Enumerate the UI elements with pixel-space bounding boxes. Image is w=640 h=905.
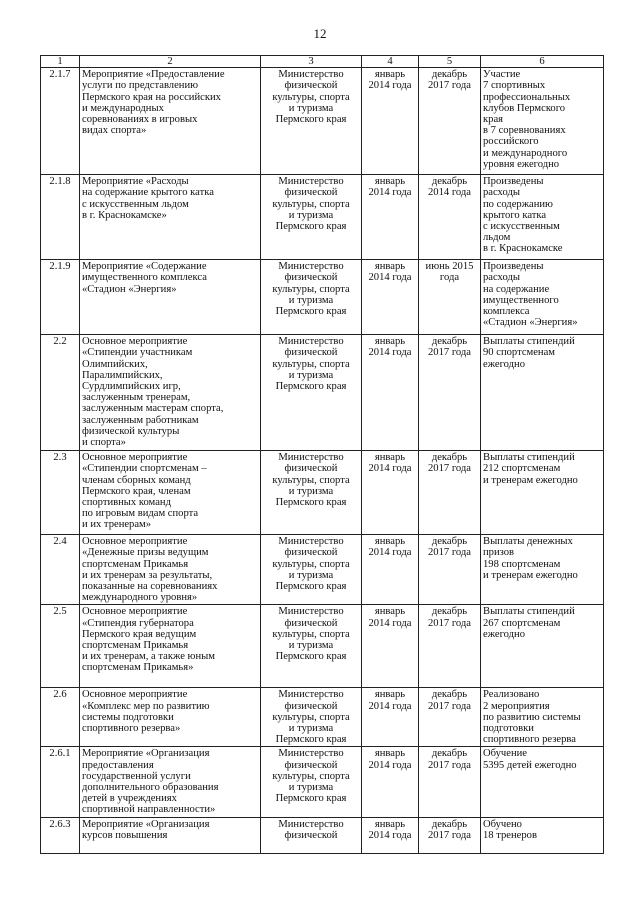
cell-line: государственной услуги [82, 770, 191, 782]
page-number: 12 [313, 26, 327, 41]
cell-line: Олимпийских, [82, 358, 148, 370]
start-date-cell [362, 747, 419, 817]
table-row [41, 175, 604, 260]
column-number: 2 [80, 56, 261, 68]
result-cell [481, 747, 604, 817]
executor-cell [261, 817, 362, 853]
cell-line: призов [483, 547, 515, 559]
column-number: 6 [481, 56, 604, 68]
end-date-cell [419, 451, 481, 535]
cell-line: профессиональных [483, 91, 571, 103]
cell-line: 2017 года [427, 80, 471, 92]
table-row [41, 535, 604, 605]
activity-name-cell [80, 260, 261, 335]
cell-line: детей в учреждениях [82, 793, 177, 805]
cell-line: декабрь [431, 606, 468, 618]
cell-line: декабрь [431, 748, 468, 760]
cell-line: 2017 года [427, 547, 471, 559]
cell-line: уровня ежегодно [483, 158, 560, 170]
cell-line: январь [374, 261, 406, 273]
cell-line: в 7 соревнованиях [483, 125, 566, 137]
cell-line: культуры, спорта [272, 558, 350, 570]
cell-line: 2014 года [368, 617, 412, 629]
cell-line: январь [374, 606, 406, 618]
cell-line: дополнительного образования [82, 782, 219, 794]
cell-line: Основное мероприятие [82, 689, 188, 701]
result-cell [481, 535, 604, 605]
cell-line: и международного [483, 147, 568, 159]
cell-line: клубов Пермского [483, 102, 566, 114]
activity-name-cell [80, 535, 261, 605]
result-cell [481, 451, 604, 535]
cell-line: спортсменам Прикамья» [82, 662, 194, 674]
cell-line: культуры, спорта [272, 198, 350, 210]
cell-line: физической [284, 272, 338, 284]
column-number: 3 [261, 56, 362, 68]
cell-line: «Комплекс мер по развитию [82, 700, 210, 712]
start-date-cell [362, 605, 419, 688]
cell-line: видах спорта» [82, 125, 147, 137]
column-number: 1 [41, 56, 80, 68]
cell-line: и туризма [288, 369, 334, 381]
cell-line: и международных [82, 102, 164, 114]
cell-line: 2017 года [427, 829, 471, 841]
result-cell [481, 605, 604, 688]
cell-line: и их тренерам за результаты, [82, 569, 213, 581]
cell-line: и туризма [288, 569, 334, 581]
column-number: 4 [362, 56, 419, 68]
cell-line: физической [284, 80, 338, 92]
row-number-cell: 2.1.8 [41, 175, 80, 260]
cell-line: Мероприятие «Организация [82, 818, 210, 830]
cell-line: Пермского края [275, 221, 347, 233]
cell-line: «Стипендии спортсменам – [82, 463, 207, 475]
end-date-cell [419, 535, 481, 605]
cell-line: 2014 года [368, 547, 412, 559]
table-row [41, 688, 604, 747]
cell-line: 2014 года [368, 187, 412, 199]
row-number-cell: 2.1.9 [41, 260, 80, 335]
cell-line: по содержанию [483, 198, 553, 210]
cell-line: 2014 года [368, 759, 412, 771]
cell-line: Произведены [483, 261, 544, 273]
row-number-cell: 2.6.1 [41, 747, 80, 817]
activity-name-cell [80, 335, 261, 451]
cell-line: Министерство [278, 69, 344, 81]
start-date-cell [362, 175, 419, 260]
end-date-cell [419, 68, 481, 175]
cell-line: и туризма [288, 102, 334, 114]
cell-line: крытого катка [483, 209, 547, 221]
cell-line: физической [284, 347, 338, 359]
cell-line: спортсменам Прикамья [82, 558, 189, 570]
cell-line: январь [374, 689, 406, 701]
cell-line: международного уровня» [82, 592, 198, 604]
cell-line: комплекса [483, 306, 530, 318]
start-date-cell [362, 817, 419, 853]
result-cell [481, 68, 604, 175]
cell-line: и их тренерам» [82, 519, 152, 531]
result-cell [481, 335, 604, 451]
cell-line: Пермского края [275, 114, 347, 126]
cell-line: Пермского края [275, 497, 347, 509]
cell-line: физической [284, 547, 338, 559]
cell-line: 198 спортсменам [483, 558, 561, 570]
end-date-cell [419, 688, 481, 747]
cell-line: Мероприятие «Организация [82, 748, 210, 760]
result-cell [481, 260, 604, 335]
cell-line: Министерство [278, 261, 344, 273]
cell-line: 2014 года [368, 463, 412, 475]
cell-line: Участие [483, 69, 521, 81]
table-row [41, 335, 604, 451]
cell-line: Министерство [278, 176, 344, 188]
cell-line: Сурдлимпийских игр, [82, 381, 181, 393]
cell-line: 2014 года [368, 700, 412, 712]
cell-line: физической [284, 617, 338, 629]
cell-line: 2014 года [368, 347, 412, 359]
start-date-cell [362, 260, 419, 335]
executor-cell [261, 535, 362, 605]
cell-line: заслуженным работникам [82, 414, 199, 426]
cell-line: декабрь [431, 176, 468, 188]
start-date-cell [362, 688, 419, 747]
cell-line: физической культуры [82, 425, 180, 437]
row-number-cell: 2.1.7 [41, 68, 80, 175]
cell-line: в г. Краснокамске [483, 243, 563, 255]
cell-line: 18 тренеров [483, 829, 537, 841]
cell-line: январь [374, 748, 406, 760]
table-body [41, 56, 604, 854]
cell-line: Министерство [278, 689, 344, 701]
cell-line: и тренерам ежегодно [483, 569, 578, 581]
table-row [41, 68, 604, 175]
cell-line: 2014 года [368, 80, 412, 92]
executor-cell [261, 260, 362, 335]
cell-line: 2017 года [427, 347, 471, 359]
cell-line: Пермского края [275, 793, 347, 805]
cell-line: Пермского края, членам [82, 485, 191, 497]
cell-line: декабрь [431, 536, 468, 548]
row-number-cell: 2.2 [41, 335, 80, 451]
program-activities-table [40, 55, 604, 854]
row-number-cell: 2.6 [41, 688, 80, 747]
cell-line: 212 спортсменам [483, 463, 561, 475]
cell-line: спортивных команд [82, 497, 171, 509]
cell-line: и туризма [288, 782, 334, 794]
cell-line: январь [374, 818, 406, 830]
result-cell [481, 175, 604, 260]
activity-name-cell [80, 688, 261, 747]
cell-line: Основное мероприятие [82, 452, 188, 464]
cell-line: январь [374, 69, 406, 81]
cell-line: расходы [483, 187, 520, 199]
cell-line: Пермского края [275, 381, 347, 393]
cell-line: 2017 года [427, 759, 471, 771]
cell-line: Обучение [483, 748, 528, 760]
cell-line: спортивной направленности» [82, 804, 216, 816]
cell-line: физической [284, 700, 338, 712]
cell-line: имущественного комплекса [82, 272, 207, 284]
cell-line: «Стипендия губернатора [82, 617, 194, 629]
cell-line: Реализовано [483, 689, 540, 701]
cell-line: декабрь [431, 336, 468, 348]
activity-name-cell [80, 175, 261, 260]
cell-line: предоставления [82, 759, 154, 771]
result-cell [481, 817, 604, 853]
cell-line: Основное мероприятие [82, 606, 188, 618]
executor-cell [261, 335, 362, 451]
cell-line: Пермского края [275, 734, 347, 746]
cell-line: ежегодно [483, 628, 526, 640]
column-number: 5 [419, 56, 481, 68]
cell-line: 7 спортивных [483, 80, 546, 92]
cell-line: соревнованиях в игровых [82, 114, 198, 126]
end-date-cell [419, 605, 481, 688]
end-date-cell [419, 335, 481, 451]
cell-line: Министерство [278, 818, 344, 830]
cell-line: январь [374, 336, 406, 348]
cell-line: заслуженным тренерам, [82, 392, 191, 404]
end-date-cell [419, 260, 481, 335]
cell-line: декабрь [431, 452, 468, 464]
table-row [41, 605, 604, 688]
end-date-cell [419, 817, 481, 853]
cell-line: культуры, спорта [272, 711, 350, 723]
cell-line: по развитию системы [483, 711, 581, 723]
cell-line: Мероприятие «Содержание [82, 261, 207, 273]
cell-line: культуры, спорта [272, 358, 350, 370]
cell-line: расходы [483, 272, 520, 284]
cell-line: физической [284, 759, 338, 771]
cell-line: Мероприятие «Расходы [82, 176, 189, 188]
cell-line: Выплаты стипендий [483, 452, 575, 464]
cell-line: 2017 года [427, 700, 471, 712]
cell-line: Министерство [278, 748, 344, 760]
table-row [41, 260, 604, 335]
cell-line: 2 мероприятия [483, 700, 550, 712]
cell-line: и туризма [288, 723, 334, 735]
cell-line: системы подготовки [82, 711, 174, 723]
cell-line: подготовки [483, 723, 534, 735]
cell-line: на содержание крытого катка [82, 187, 214, 199]
cell-line: 2014 года [427, 187, 471, 199]
start-date-cell [362, 451, 419, 535]
cell-line: 2017 года [427, 617, 471, 629]
cell-line: культуры, спорта [272, 628, 350, 640]
cell-line: Основное мероприятие [82, 536, 188, 548]
cell-line: услуги по представлению [82, 80, 199, 92]
cell-line: российского [483, 136, 539, 148]
cell-line: Министерство [278, 452, 344, 464]
cell-line: Обучено [483, 818, 522, 830]
cell-line: Пермского края [275, 651, 347, 663]
cell-line: физической [284, 187, 338, 199]
activity-name-cell [80, 605, 261, 688]
cell-line: декабрь [431, 818, 468, 830]
start-date-cell [362, 68, 419, 175]
cell-line: 2014 года [368, 829, 412, 841]
cell-line: Министерство [278, 536, 344, 548]
cell-line: членам сборных команд [82, 474, 191, 486]
cell-line: имущественного [483, 294, 559, 306]
cell-line: с искусственным [483, 221, 560, 233]
cell-line: «Денежные призы ведущим [82, 547, 209, 559]
start-date-cell [362, 335, 419, 451]
cell-line: по игровым видам спорта [82, 508, 199, 520]
cell-line: «Стадион «Энергия» [82, 283, 177, 295]
cell-line: и туризма [288, 209, 334, 221]
activity-name-cell [80, 68, 261, 175]
cell-line: и тренерам ежегодно [483, 474, 578, 486]
cell-line: спортсменам Прикамья [82, 640, 189, 652]
cell-line: заслуженным мастерам спорта, [82, 403, 224, 415]
cell-line: Министерство [278, 336, 344, 348]
cell-line: и туризма [288, 485, 334, 497]
cell-line: Пермского края ведущим [82, 628, 197, 640]
result-cell [481, 688, 604, 747]
cell-line: январь [374, 176, 406, 188]
cell-line: июнь 2015 [425, 261, 474, 273]
cell-line: льдом [483, 232, 511, 244]
cell-line: в г. Краснокамске» [82, 209, 167, 221]
cell-line: ежегодно [483, 358, 526, 370]
activity-name-cell [80, 817, 261, 853]
end-date-cell [419, 175, 481, 260]
cell-line: культуры, спорта [272, 283, 350, 295]
cell-line: 90 спортсменам [483, 347, 556, 359]
start-date-cell [362, 535, 419, 605]
cell-line: и их тренерам, а также юным [82, 651, 215, 663]
executor-cell [261, 451, 362, 535]
executor-cell [261, 175, 362, 260]
cell-line: Основное мероприятие [82, 336, 188, 348]
cell-line: края [483, 114, 504, 126]
cell-line: Пермского края на российских [82, 91, 221, 103]
cell-line: Пермского края [275, 306, 347, 318]
table-row [41, 451, 604, 535]
cell-line: спортивного резерва [483, 734, 576, 746]
row-number-cell: 2.3 [41, 451, 80, 535]
cell-line: спортивного резерва» [82, 723, 181, 735]
cell-line: физической [284, 829, 338, 841]
activity-name-cell [80, 747, 261, 817]
cell-line: декабрь [431, 689, 468, 701]
cell-line: и спорта» [82, 437, 126, 449]
cell-line: Мероприятие «Предоставление [82, 69, 225, 81]
cell-line: культуры, спорта [272, 91, 350, 103]
cell-line: Паралимпийских, [82, 369, 163, 381]
cell-line: 267 спортсменам [483, 617, 561, 629]
cell-line: декабрь [431, 69, 468, 81]
cell-line: на содержание [483, 283, 550, 295]
executor-cell [261, 68, 362, 175]
row-number-cell: 2.4 [41, 535, 80, 605]
cell-line: 2014 года [368, 272, 412, 284]
cell-line: «Стипендии участникам [82, 347, 193, 359]
cell-line: и туризма [288, 294, 334, 306]
executor-cell [261, 605, 362, 688]
cell-line: Министерство [278, 606, 344, 618]
cell-line: и туризма [288, 640, 334, 652]
cell-line: с искусственным льдом [82, 198, 189, 210]
cell-line: «Стадион «Энергия» [483, 317, 578, 329]
cell-line: 2017 года [427, 463, 471, 475]
end-date-cell [419, 747, 481, 817]
executor-cell [261, 747, 362, 817]
table-row [41, 817, 604, 853]
cell-line: январь [374, 536, 406, 548]
cell-line: курсов повышения [82, 829, 168, 841]
cell-line: Выплаты стипендий [483, 336, 575, 348]
cell-line: показанные на соревнованиях [82, 581, 218, 593]
cell-line: январь [374, 452, 406, 464]
cell-line: физической [284, 463, 338, 475]
cell-line: культуры, спорта [272, 770, 350, 782]
cell-line: Выплаты стипендий [483, 606, 575, 618]
executor-cell [261, 688, 362, 747]
cell-line: Выплаты денежных [483, 536, 573, 548]
activity-name-cell [80, 451, 261, 535]
row-number-cell: 2.6.3 [41, 817, 80, 853]
cell-line: 5395 детей ежегодно [483, 759, 577, 771]
cell-line: Произведены [483, 176, 544, 188]
table-row [41, 747, 604, 817]
cell-line: Пермского края [275, 581, 347, 593]
cell-line: культуры, спорта [272, 474, 350, 486]
column-number-row [41, 56, 604, 68]
row-number-cell: 2.5 [41, 605, 80, 688]
cell-line: года [439, 272, 460, 284]
